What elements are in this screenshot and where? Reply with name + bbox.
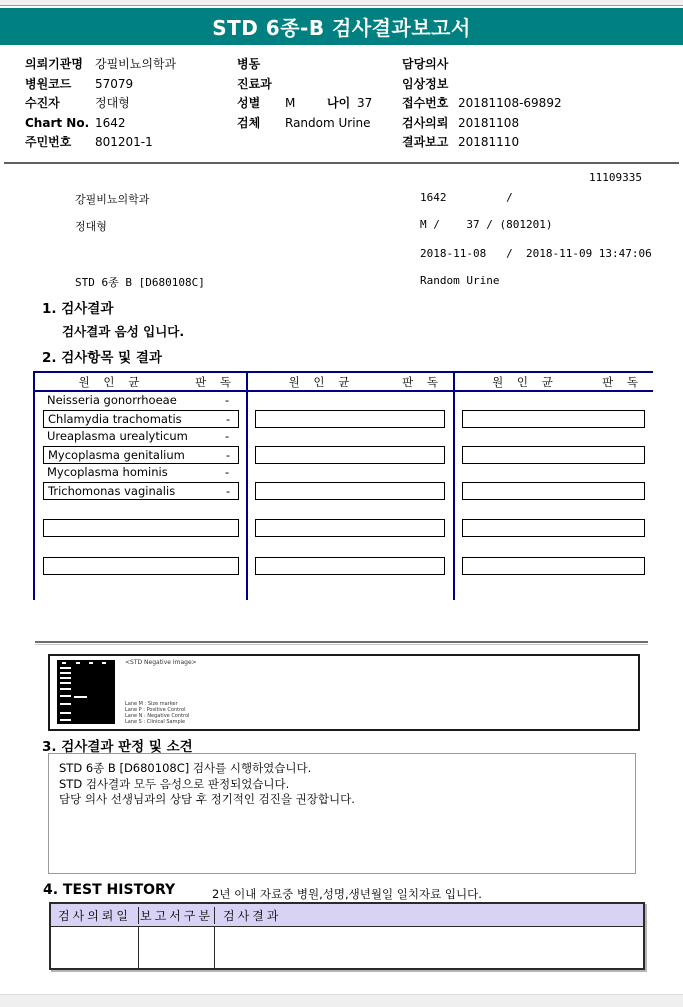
organism-name: Mycoplasma genitalium	[48, 448, 185, 462]
info-row	[237, 94, 372, 114]
organism-result: -	[225, 429, 230, 443]
organism-row	[43, 410, 239, 428]
info-label: 담당의사	[402, 57, 449, 71]
report-title-bar	[0, 8, 683, 45]
info-column-right	[402, 55, 562, 153]
organism-name: Chlamydia trachomatis	[48, 412, 182, 426]
lane-label: Lane P : Positive Control	[125, 707, 186, 713]
info-label: 주민번호	[25, 135, 72, 149]
info-row	[237, 114, 372, 134]
col-organism-label: 원 인 균	[78, 375, 145, 389]
organism-row	[43, 392, 237, 408]
history-table-body	[51, 927, 643, 969]
table-vertical-rule	[33, 371, 35, 600]
results-table	[33, 371, 654, 600]
meta-sex-age-birth: M / 37 / (801201)	[420, 218, 553, 231]
history-cell	[139, 927, 215, 969]
info-row	[402, 133, 562, 153]
info-row	[402, 114, 562, 134]
empty-result-slot	[462, 557, 645, 575]
meta-request-report-dates: 2018-11-08 / 2018-11-09 13:47:06	[420, 247, 652, 260]
info-value: 1642	[95, 115, 126, 130]
report-title: STD 6종-B 검사결과보고서	[212, 16, 471, 40]
empty-result-slot	[43, 519, 239, 537]
organism-result: -	[226, 412, 231, 426]
info-label: 임상정보	[402, 76, 449, 91]
info-value: Random Urine	[285, 115, 371, 130]
organism-result: -	[226, 448, 231, 462]
interpretation-line: 담당 의사 선생님과의 상담 후 정기적인 검진을 권장합니다.	[59, 792, 355, 806]
col-organism-label: 원 인 균	[492, 375, 558, 389]
info-row	[402, 55, 562, 75]
window-bottom-bar	[0, 994, 683, 1007]
info-value: 37	[357, 96, 373, 110]
lane-label: Lane S : Clinical Sample	[125, 719, 186, 725]
info-value: 20181108	[458, 115, 520, 130]
col-result-label: 판 독	[195, 375, 236, 389]
col-result-label: 판 독	[402, 375, 443, 389]
interpretation-box	[48, 753, 636, 874]
history-table-header	[51, 904, 643, 927]
organism-row	[43, 428, 237, 444]
info-row	[25, 55, 176, 75]
info-value: 57079	[95, 76, 134, 91]
info-row	[237, 55, 372, 75]
info-label: 병동	[237, 57, 261, 71]
info-row	[25, 75, 176, 95]
organism-row	[43, 464, 237, 480]
organism-row	[43, 482, 239, 500]
info-label: 나이	[327, 96, 351, 110]
empty-result-slot	[255, 410, 445, 428]
info-value: 801201-1	[95, 135, 153, 149]
empty-result-slot	[255, 446, 445, 464]
info-label: 접수번호	[402, 96, 449, 110]
col-result-label: 판 독	[602, 375, 643, 389]
organism-result: -	[226, 484, 231, 498]
history-col-report-type: 보고서구분	[139, 907, 215, 924]
header-divider-line	[4, 162, 679, 164]
test-history-table	[49, 902, 645, 970]
section1-result-text: 검사결과 음성 입니다.	[62, 324, 185, 339]
info-label: 의뢰기관명	[25, 57, 83, 71]
organism-name: Mycoplasma hominis	[47, 465, 168, 479]
gel-image-panel	[48, 654, 640, 731]
organism-name: Neisseria gonorrhoeae	[47, 393, 177, 407]
header-group	[248, 374, 453, 389]
info-value: 20181110	[458, 135, 520, 149]
empty-result-slot	[255, 519, 445, 537]
info-column-middle	[237, 55, 372, 133]
lane-label: Lane N : Negative Control	[125, 713, 190, 719]
meta-test-name: STD 6종 B [D680108C]	[75, 276, 205, 289]
organism-result: -	[225, 465, 230, 479]
gel-lane-legend	[125, 701, 189, 725]
section-divider-line	[35, 641, 648, 645]
info-label: 진료과	[237, 76, 272, 91]
organism-row	[43, 446, 239, 464]
document-number: 11109335	[589, 171, 642, 184]
empty-result-slot	[462, 482, 645, 500]
interpretation-line: STD 검사결과 모두 음성으로 판정되었습니다.	[59, 776, 290, 791]
meta-hospital: 강필비뇨의학과	[75, 193, 150, 206]
lane-label: Lane M : Size marker	[125, 701, 178, 707]
meta-specimen: Random Urine	[420, 274, 500, 287]
header-group	[35, 374, 246, 389]
meta-chart-no: 1642 /	[420, 191, 513, 204]
info-label: 병원코드	[25, 76, 72, 91]
history-col-result: 검사결과	[223, 908, 282, 923]
info-label: Chart No.	[25, 115, 90, 130]
info-row	[237, 75, 372, 95]
info-value: M	[285, 96, 296, 110]
section1-heading: 1. 검사결과	[42, 301, 114, 317]
history-cell	[215, 927, 643, 969]
history-cell	[51, 927, 139, 969]
section2-heading: 2. 검사항목 및 결과	[42, 350, 162, 366]
gel-caption: <STD Negative Image>	[125, 659, 197, 666]
history-note: 2년 이내 자료중 병원,성명,생년월일 일치자료 입니다.	[212, 887, 482, 901]
info-label: 성별	[237, 96, 261, 110]
organism-name: Trichomonas vaginalis	[48, 484, 176, 498]
empty-result-slot	[462, 519, 645, 537]
table-vertical-rule	[246, 371, 248, 600]
info-value: 강필비뇨의학과	[95, 57, 177, 71]
empty-result-slot	[43, 557, 239, 575]
info-row	[402, 94, 562, 114]
organism-result: -	[225, 393, 230, 407]
info-label: 수진자	[25, 96, 60, 110]
info-value: 정대형	[95, 96, 130, 110]
info-label: 검체	[237, 115, 261, 130]
section4-heading: 4. TEST HISTORY	[43, 882, 176, 898]
info-value: 20181108-69892	[458, 96, 562, 110]
empty-result-slot	[255, 482, 445, 500]
meta-patient-name: 정대형	[75, 220, 107, 233]
col-organism-label: 원 인 균	[288, 375, 355, 389]
history-col-request-date: 검사의뢰일	[51, 907, 139, 924]
info-row	[25, 133, 176, 153]
empty-result-slot	[462, 446, 645, 464]
info-column-left	[25, 55, 176, 153]
organism-name: Ureaplasma urealyticum	[47, 429, 188, 443]
section3-heading: 3. 검사결과 판정 및 소견	[42, 739, 193, 755]
gel-electrophoresis-image	[57, 660, 115, 724]
info-row	[25, 94, 176, 114]
info-label: 검사의뢰	[402, 115, 449, 130]
info-row	[25, 114, 176, 134]
header-group	[455, 374, 653, 389]
empty-result-slot	[462, 410, 645, 428]
interpretation-line: STD 6종 B [D680108C] 검사를 시행하였습니다.	[59, 761, 312, 775]
table-vertical-rule	[453, 371, 455, 600]
empty-result-slot	[255, 557, 445, 575]
window-top-strip	[0, 0, 683, 6]
info-row	[402, 75, 562, 95]
info-label: 결과보고	[402, 135, 449, 149]
results-table-header	[33, 371, 653, 392]
